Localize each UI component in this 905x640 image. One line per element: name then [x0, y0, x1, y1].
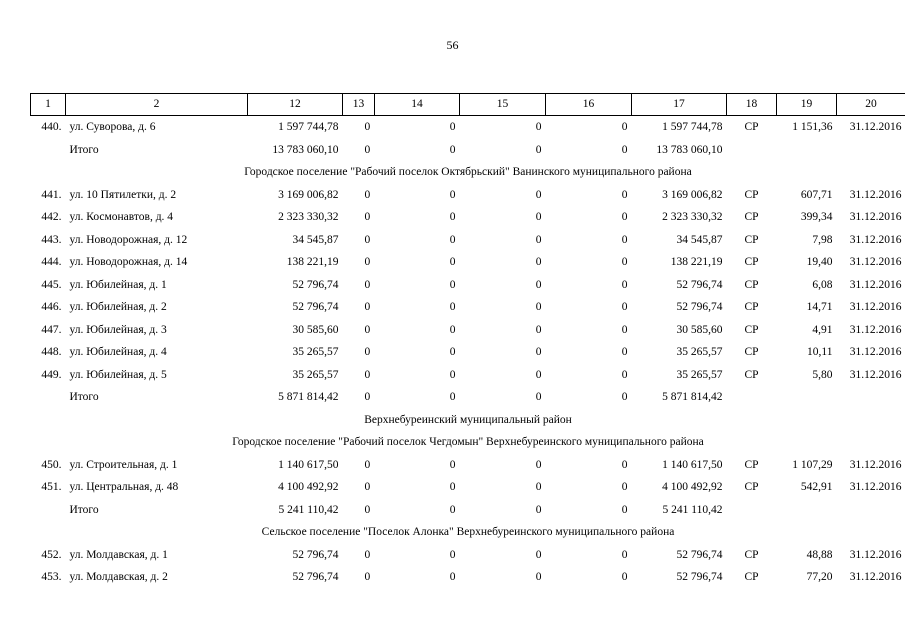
cell-col-16: 0 [621, 391, 628, 403]
cell-col-20: 31.12.2016 [849, 188, 902, 201]
table-row [31, 364, 905, 387]
cell-col-17: 30 585,60 [676, 323, 723, 336]
cell-col-20: 31.12.2016 [849, 571, 902, 583]
table-row [31, 454, 905, 477]
cell-col-20: 31.12.2016 [849, 256, 902, 268]
cell-col-13: 0 [364, 121, 371, 133]
cell-col-20: 31.12.2016 [849, 233, 902, 246]
cell-col-18: СР [744, 188, 759, 201]
row-number: 448. [41, 346, 62, 358]
cell-col-19: 10,11 [807, 346, 833, 358]
cell-col-13: 0 [364, 458, 371, 471]
cell-col-12: 5 241 110,42 [278, 503, 339, 516]
address-cell: ул. Юбилейная, д. 4 [69, 346, 167, 358]
address-cell: ул. Космонавтов, д. 4 [69, 211, 174, 223]
cell-col-19: 5,80 [812, 368, 833, 381]
row-number [31, 139, 66, 162]
cell-col-19 [777, 139, 837, 162]
cell-col-12: 52 796,74 [292, 571, 339, 583]
address-cell: ул. Юбилейная, д. 3 [69, 323, 167, 336]
table-row [31, 206, 905, 229]
cell-col-12: 35 265,57 [292, 368, 339, 381]
cell-col-13: 0 [364, 278, 371, 291]
cell-col-17: 35 265,57 [676, 346, 723, 358]
cell-col-16: 0 [621, 211, 628, 223]
column-header-13: 13 [343, 94, 375, 116]
address-cell: ул. Новодорожная, д. 14 [69, 256, 188, 268]
cell-col-19: 48,88 [806, 548, 833, 561]
cell-col-14: 0 [449, 323, 456, 336]
address-cell: ул. Молдавская, д. 1 [69, 548, 168, 561]
cell-col-20 [837, 139, 905, 162]
cell-col-14: 0 [449, 188, 456, 201]
total-row [31, 386, 905, 409]
cell-col-15: 0 [535, 368, 542, 381]
cell-col-16: 0 [621, 278, 628, 291]
cell-col-17: 5 871 814,42 [662, 391, 723, 403]
address-cell: ул. Юбилейная, д. 5 [69, 368, 167, 381]
total-label: Итого [69, 391, 99, 403]
cell-col-18: СР [744, 278, 759, 291]
row-number: 440. [41, 121, 62, 133]
cell-col-18: СР [744, 323, 759, 336]
cell-col-12: 52 796,74 [292, 301, 339, 313]
cell-col-18: СР [744, 368, 759, 381]
column-header-18: 18 [727, 94, 777, 116]
section-heading-row [31, 161, 905, 184]
cell-col-13: 0 [364, 481, 371, 493]
cell-col-16: 0 [621, 233, 628, 246]
cell-col-15: 0 [535, 211, 542, 223]
section-heading-row [31, 521, 905, 544]
cell-col-15: 0 [535, 278, 542, 291]
cell-col-19: 14,71 [806, 301, 833, 313]
column-header-1: 1 [31, 94, 66, 116]
cell-col-20: 31.12.2016 [849, 211, 902, 223]
cell-col-16: 0 [621, 188, 628, 201]
cell-col-15: 0 [535, 121, 542, 133]
cell-col-17: 52 796,74 [676, 571, 723, 583]
column-header-16: 16 [546, 94, 632, 116]
cell-col-12: 35 265,57 [292, 346, 339, 358]
cell-col-17: 3 169 006,82 [662, 188, 723, 201]
cell-col-19: 399,34 [800, 211, 833, 223]
cell-col-15: 0 [535, 503, 542, 516]
cell-col-13: 0 [364, 323, 371, 336]
cell-col-15: 0 [535, 256, 542, 268]
cell-col-14: 0 [449, 256, 456, 268]
row-number [31, 499, 66, 522]
cell-col-14: 0 [449, 368, 456, 381]
total-label: Итого [69, 503, 99, 516]
cell-col-20: 31.12.2016 [849, 121, 902, 133]
page-number: 56 [446, 38, 459, 52]
row-number: 449. [41, 368, 62, 381]
cell-col-13: 0 [364, 346, 371, 358]
table-header-row [31, 94, 905, 116]
column-header-20: 20 [837, 94, 905, 116]
cell-col-13: 0 [364, 301, 371, 313]
cell-col-19: 1 151,36 [792, 121, 833, 133]
cell-col-14: 0 [449, 571, 456, 583]
cell-col-16: 0 [621, 503, 628, 516]
section-heading: Верхнебуреинский муниципальный район [364, 413, 572, 426]
cell-col-15: 0 [535, 571, 542, 583]
cell-col-17: 5 241 110,42 [662, 503, 723, 516]
cell-col-16: 0 [621, 571, 628, 583]
cell-col-17: 52 796,74 [676, 548, 723, 561]
address-cell: ул. Юбилейная, д. 2 [69, 301, 167, 313]
cell-col-18 [727, 139, 777, 162]
column-header-12: 12 [248, 94, 343, 116]
section-heading: Городское поселение "Рабочий поселок Чегдомын" Верхнебуреинского муниципального района [232, 436, 704, 448]
cell-col-19: 6,08 [812, 278, 833, 291]
cell-col-13: 0 [364, 256, 371, 268]
cell-col-19 [777, 386, 837, 409]
cell-col-17: 1 597 744,78 [662, 121, 723, 133]
cell-col-15: 0 [535, 301, 542, 313]
row-number: 443. [41, 233, 62, 246]
cell-col-19: 19,40 [806, 256, 833, 268]
cell-col-14: 0 [449, 346, 456, 358]
address-cell: ул. Суворова, д. 6 [69, 121, 156, 133]
cell-col-18: СР [744, 458, 759, 471]
cell-col-14: 0 [449, 548, 456, 561]
column-header-15: 15 [460, 94, 546, 116]
cell-col-19: 607,71 [800, 188, 833, 201]
cell-col-17: 35 265,57 [676, 368, 723, 381]
total-row [31, 139, 905, 162]
cell-col-17: 138 221,19 [670, 256, 723, 268]
cell-col-16: 0 [621, 548, 628, 561]
cell-col-12: 5 871 814,42 [278, 391, 339, 403]
data-table [30, 93, 905, 589]
cell-col-18: СР [744, 256, 759, 268]
cell-col-14: 0 [449, 301, 456, 313]
column-header-14: 14 [375, 94, 460, 116]
cell-col-15: 0 [535, 323, 542, 336]
row-number: 453. [41, 571, 62, 583]
cell-col-14: 0 [449, 121, 456, 133]
table-row [31, 476, 905, 499]
cell-col-15: 0 [535, 346, 542, 358]
cell-col-18 [727, 386, 777, 409]
cell-col-15: 0 [535, 143, 542, 156]
cell-col-19: 1 107,29 [792, 458, 833, 471]
cell-col-14: 0 [449, 458, 456, 471]
cell-col-12: 1 597 744,78 [278, 121, 339, 133]
row-number [31, 386, 66, 409]
cell-col-12: 34 545,87 [292, 233, 339, 246]
row-number: 445. [41, 278, 62, 291]
table-body [31, 116, 905, 589]
total-label: Итого [69, 143, 99, 156]
cell-col-14: 0 [449, 503, 456, 516]
cell-col-18: СР [744, 548, 759, 561]
cell-col-18: СР [744, 121, 759, 133]
cell-col-17: 1 140 617,50 [662, 458, 723, 471]
cell-col-13: 0 [364, 143, 371, 156]
row-number: 446. [41, 301, 62, 313]
cell-col-13: 0 [364, 571, 371, 583]
cell-col-14: 0 [449, 211, 456, 223]
cell-col-15: 0 [535, 233, 542, 246]
row-number: 450. [41, 458, 62, 471]
cell-col-12: 1 140 617,50 [278, 458, 339, 471]
cell-col-16: 0 [621, 458, 628, 471]
cell-col-20: 31.12.2016 [849, 368, 902, 381]
cell-col-19: 542,91 [800, 481, 833, 493]
cell-col-19: 4,91 [812, 323, 833, 336]
cell-col-16: 0 [621, 323, 628, 336]
address-cell: ул. 10 Пятилетки, д. 2 [69, 188, 177, 201]
cell-col-13: 0 [364, 211, 371, 223]
table-row [31, 184, 905, 207]
cell-col-20: 31.12.2016 [849, 346, 902, 358]
cell-col-20: 31.12.2016 [849, 548, 902, 561]
cell-col-14: 0 [449, 143, 456, 156]
table-row [31, 274, 905, 297]
cell-col-15: 0 [535, 548, 542, 561]
cell-col-12: 3 169 006,82 [278, 188, 339, 201]
cell-col-12: 52 796,74 [292, 278, 339, 291]
cell-col-19: 77,20 [806, 571, 833, 583]
cell-col-20: 31.12.2016 [849, 481, 902, 493]
address-cell: ул. Юбилейная, д. 1 [69, 278, 167, 291]
row-number: 447. [41, 323, 62, 336]
cell-col-12: 4 100 492,92 [278, 481, 339, 493]
cell-col-17: 34 545,87 [676, 233, 723, 246]
row-number: 452. [41, 548, 62, 561]
table-row [31, 319, 905, 342]
cell-col-16: 0 [621, 481, 628, 493]
address-cell: ул. Центральная, д. 48 [69, 481, 179, 493]
cell-col-20 [837, 386, 905, 409]
address-cell: ул. Молдавская, д. 2 [69, 571, 168, 583]
table-row [31, 116, 905, 139]
cell-col-12: 13 783 060,10 [272, 143, 339, 156]
column-header-19: 19 [777, 94, 837, 116]
row-number: 442. [41, 211, 62, 223]
cell-col-12: 138 221,19 [286, 256, 339, 268]
cell-col-18 [727, 499, 777, 522]
cell-col-16: 0 [621, 121, 628, 133]
cell-col-19: 7,98 [812, 233, 833, 246]
table-row [31, 251, 905, 274]
cell-col-15: 0 [535, 458, 542, 471]
cell-col-14: 0 [449, 278, 456, 291]
column-header-2: 2 [66, 94, 248, 116]
cell-col-13: 0 [364, 368, 371, 381]
address-cell: ул. Новодорожная, д. 12 [69, 233, 188, 246]
cell-col-12: 52 796,74 [292, 548, 339, 561]
cell-col-16: 0 [621, 368, 628, 381]
cell-col-13: 0 [364, 503, 371, 516]
cell-col-20: 31.12.2016 [849, 323, 902, 336]
cell-col-15: 0 [535, 188, 542, 201]
cell-col-19 [777, 499, 837, 522]
row-number: 444. [41, 256, 62, 268]
table-row [31, 566, 905, 589]
table-row [31, 229, 905, 252]
row-number: 451. [41, 481, 62, 493]
cell-col-12: 30 585,60 [292, 323, 339, 336]
cell-col-20: 31.12.2016 [849, 278, 902, 291]
cell-col-13: 0 [364, 548, 371, 561]
cell-col-18: СР [744, 481, 759, 493]
cell-col-18: СР [744, 571, 759, 583]
cell-col-20: 31.12.2016 [849, 301, 902, 313]
cell-col-18: СР [744, 233, 759, 246]
cell-col-14: 0 [449, 481, 456, 493]
cell-col-20: 31.12.2016 [849, 458, 902, 471]
table-row [31, 341, 905, 364]
cell-col-15: 0 [535, 481, 542, 493]
section-heading-row [31, 409, 905, 432]
cell-col-20 [837, 499, 905, 522]
cell-col-14: 0 [449, 233, 456, 246]
cell-col-15: 0 [535, 391, 542, 403]
table-row [31, 296, 905, 319]
column-header-17: 17 [632, 94, 727, 116]
address-cell: ул. Строительная, д. 1 [69, 458, 178, 471]
cell-col-16: 0 [621, 256, 628, 268]
cell-col-13: 0 [364, 391, 371, 403]
cell-col-16: 0 [621, 301, 628, 313]
cell-col-18: СР [744, 301, 759, 313]
total-row [31, 499, 905, 522]
cell-col-18: СР [744, 211, 759, 223]
cell-col-13: 0 [364, 188, 371, 201]
cell-col-17: 13 783 060,10 [656, 143, 723, 156]
cell-col-17: 52 796,74 [676, 278, 723, 291]
cell-col-17: 52 796,74 [676, 301, 723, 313]
section-heading: Сельское поселение "Поселок Алонка" Верхнебуреинского муниципального района [261, 526, 675, 538]
section-heading-row [31, 431, 905, 454]
row-number: 441. [41, 188, 62, 201]
cell-col-16: 0 [621, 143, 628, 156]
section-heading: Городское поселение "Рабочий поселок Октябрьский" Ванинского муниципального района [244, 166, 692, 178]
cell-col-18: СР [744, 346, 759, 358]
cell-col-14: 0 [449, 391, 456, 403]
cell-col-13: 0 [364, 233, 371, 246]
cell-col-17: 4 100 492,92 [662, 481, 723, 493]
cell-col-17: 2 323 330,32 [662, 211, 723, 223]
table-row [31, 544, 905, 567]
cell-col-16: 0 [621, 346, 628, 358]
cell-col-12: 2 323 330,32 [278, 211, 339, 223]
